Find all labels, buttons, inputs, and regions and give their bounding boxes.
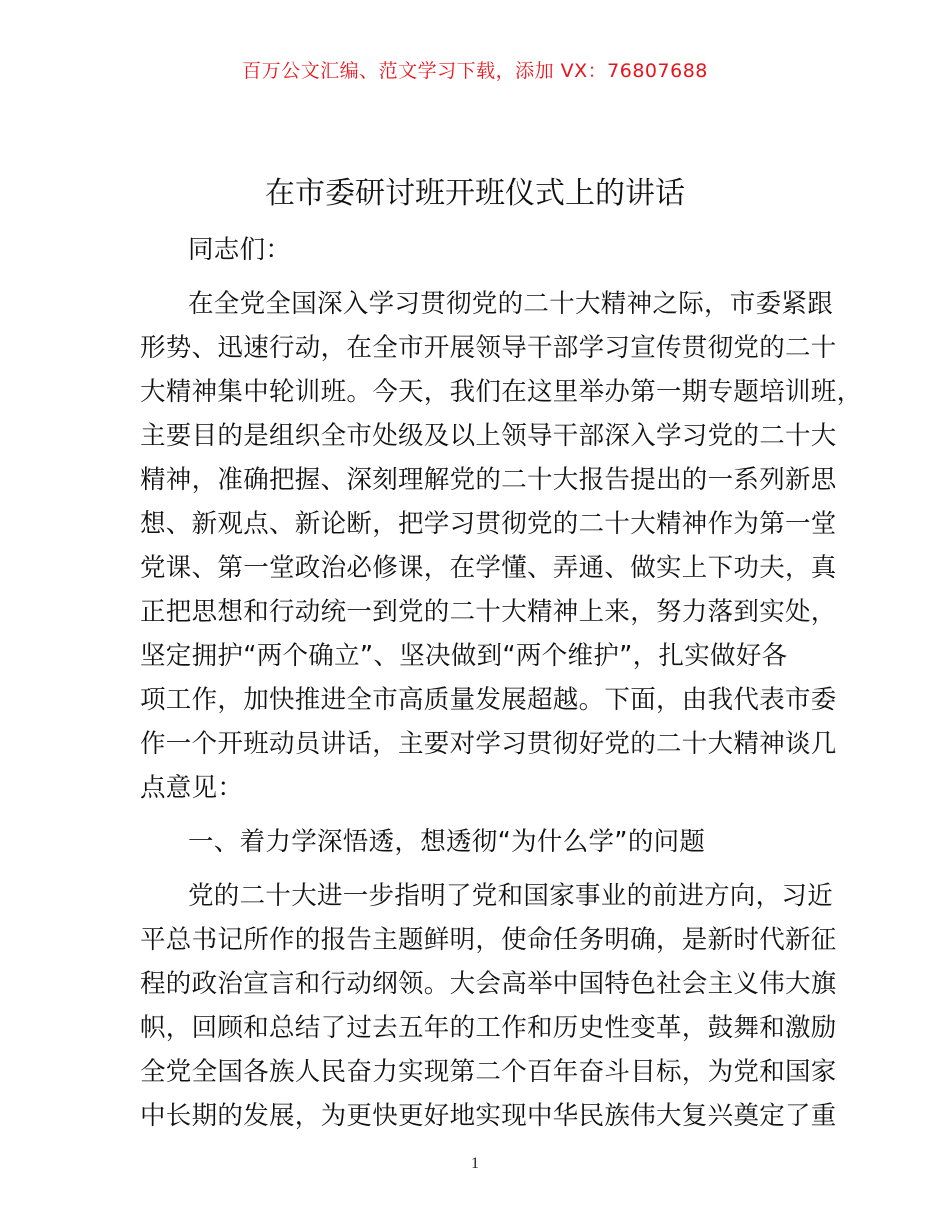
paragraph-line: 中长期的发展，为更快更好地实现中华民族伟大复兴奠定了重 bbox=[140, 1101, 837, 1131]
paragraph-line: 党的二十大进一步指明了党和国家事业的前进方向，习近 bbox=[188, 881, 834, 911]
page-number: 1 bbox=[471, 1155, 479, 1172]
paragraph-line: 形势、迅速行动，在全市开展领导干部学习宣传贯彻党的二十 bbox=[140, 333, 837, 363]
paragraph-line: 大精神集中轮训班。今天，我们在这里举办第一期专题培训班， bbox=[140, 377, 863, 407]
paragraph-line: 党课、第一堂政治必修课，在学懂、弄通、做实上下功夫，真 bbox=[140, 553, 837, 583]
paragraph-line: 帜，回顾和总结了过去五年的工作和历史性变革，鼓舞和激励 bbox=[140, 1013, 837, 1043]
paragraph-line: 精神，准确把握、深刻理解党的二十大报告提出的一系列新思 bbox=[140, 465, 837, 495]
watermark-header: 百万公文汇编、范文学习下载，添加 VX：76807688 bbox=[242, 60, 708, 82]
paragraph-line: 全党全国各族人民奋力实现第二个百年奋斗目标，为党和国家 bbox=[140, 1057, 837, 1087]
paragraph-line: 平总书记所作的报告主题鲜明，使命任务明确，是新时代新征 bbox=[140, 925, 837, 955]
salutation: 同志们： bbox=[188, 235, 292, 265]
paragraph-line: 项工作，加快推进全市高质量发展超越。下面，由我代表市委 bbox=[140, 685, 837, 715]
paragraph-line: 点意见： bbox=[140, 773, 244, 803]
paragraph-line: 作一个开班动员讲话，主要对学习贯彻好党的二十大精神谈几 bbox=[140, 729, 837, 759]
paragraph-line: 想、新观点、新论断，把学习贯彻党的二十大精神作为第一堂 bbox=[140, 509, 837, 539]
paragraph-line: 在全党全国深入学习贯彻党的二十大精神之际，市委紧跟 bbox=[188, 289, 834, 319]
document-title: 在市委研讨班开班仪式上的讲话 bbox=[265, 176, 685, 211]
paragraph-line: 坚定拥护“两个确立”、坚决做到“两个维护”，扎实做好各 bbox=[140, 641, 788, 671]
paragraph-line: 程的政治宣言和行动纲领。大会高举中国特色社会主义伟大旗 bbox=[140, 969, 837, 999]
section-heading: 一、着力学深悟透，想透彻“为什么学”的问题 bbox=[188, 827, 706, 857]
paragraph-line: 主要目的是组织全市处级及以上领导干部深入学习党的二十大 bbox=[140, 421, 837, 451]
paragraph-line: 正把思想和行动统一到党的二十大精神上来，努力落到实处， bbox=[140, 597, 837, 627]
